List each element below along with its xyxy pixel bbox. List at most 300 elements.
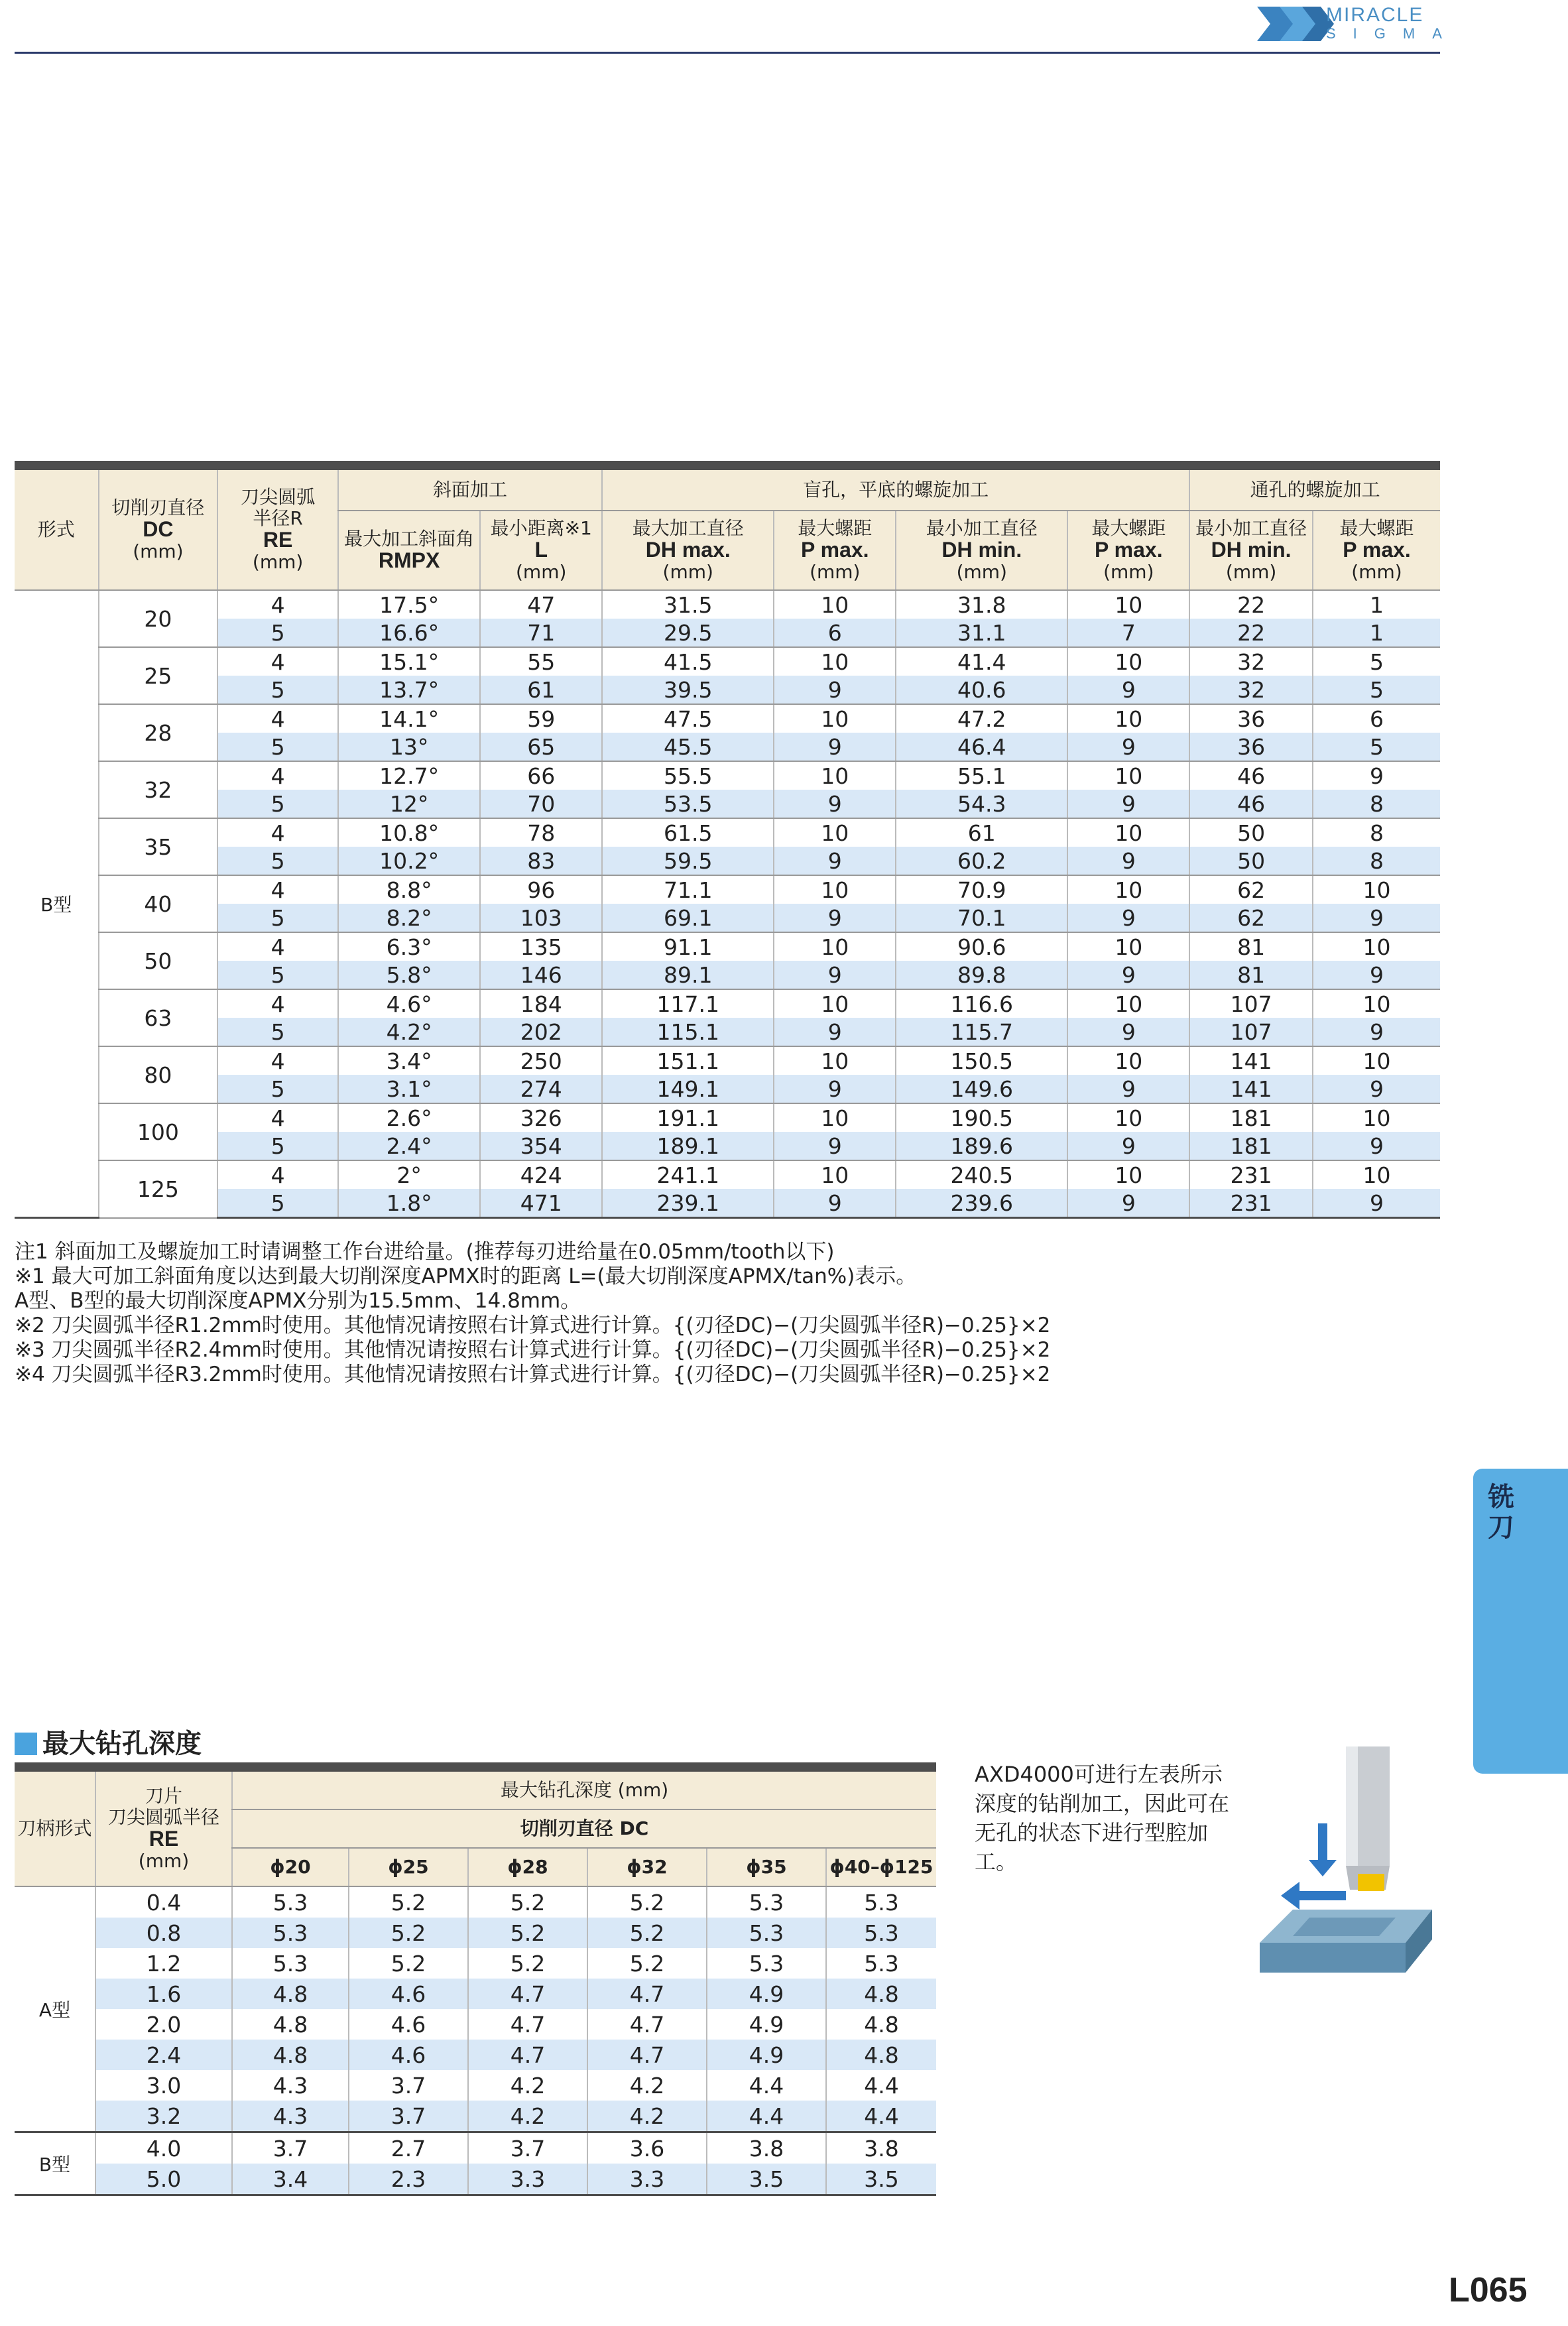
col-pmax3-symbol: P max. [1343,538,1411,562]
drill-description: AXD4000可进行左表所示深度的钻削加工，因此可在无孔的状态下进行型腔加工。 [975,1762,1230,1874]
value-cell: 9 [1313,761,1440,790]
value-cell: 146 [480,961,602,989]
col-diameter-header: ϕ25 [349,1848,468,1886]
value-cell: 45.5 [602,733,774,761]
value-cell: 141 [1189,1075,1313,1103]
page-number: L065 [1449,2271,1528,2309]
col-re-unit: (mm) [252,551,304,573]
value-cell: 5 [217,1075,338,1103]
value-cell: 231 [1189,1189,1313,1218]
value-cell: 10 [774,761,896,790]
value-cell: 5.3 [707,1918,826,1948]
value-cell: 3.7 [349,2101,468,2132]
value-cell: 4.7 [587,2040,707,2070]
dc-cell: 63 [99,989,218,1046]
value-cell: 189.6 [896,1132,1067,1160]
value-cell: 5 [217,1189,338,1218]
value-cell: 9 [774,1018,896,1046]
value-cell: 5.2 [468,1918,587,1948]
value-cell: 0.8 [95,1918,232,1948]
col-form-header: 形式 [15,465,99,590]
value-cell: 5.2 [468,1948,587,1979]
value-cell: 10 [774,704,896,733]
value-cell: 9 [1313,1018,1440,1046]
value-cell: 5 [1313,733,1440,761]
col-l-unit: (mm) [516,561,567,583]
value-cell: 3.5 [826,2164,936,2195]
value-cell: 59.5 [602,847,774,875]
value-cell: 55 [480,647,602,676]
value-cell: 2.3 [349,2164,468,2195]
value-cell: 4.2 [468,2101,587,2132]
drill-depth-table-body [15,1886,936,2195]
value-cell: 55.5 [602,761,774,790]
value-cell: 354 [480,1132,602,1160]
value-cell: 41.5 [602,647,774,676]
value-cell: 4.4 [707,2101,826,2132]
dc-cell: 100 [99,1103,218,1160]
value-cell: 9 [1067,1189,1189,1218]
value-cell: 9 [1313,961,1440,989]
value-cell: 9 [1067,961,1189,989]
value-cell: 32 [1189,676,1313,704]
value-cell: 12° [338,790,480,818]
value-cell: 3.0 [95,2070,232,2101]
col-pmax-unit: (mm) [810,561,861,583]
footnote-line: A型、B型的最大切削深度APMX分别为15.5mm、14.8mm。 [15,1289,581,1313]
section-square-icon [15,1733,37,1755]
value-cell: 69.1 [602,904,774,932]
value-cell: 13° [338,733,480,761]
value-cell: 3.7 [349,2070,468,2101]
drill-depth-table [15,1762,936,2196]
col-rmpx-symbol: RMPX [378,548,440,572]
value-cell: 3.8 [707,2132,826,2164]
footnote-line: 注1 斜面加工及螺旋加工时请调整工作台进给量。(推荐每刃进给量在0.05mm/tooth以下) [15,1240,835,1264]
col-diameter-header: ϕ35 [707,1848,826,1886]
value-cell: 10 [1067,590,1189,619]
table-row [15,2040,936,2070]
value-cell: 54.3 [896,790,1067,818]
col-pmax3-cn: 最大螺距 [1339,517,1414,539]
value-cell: 107 [1189,989,1313,1018]
value-cell: 40.6 [896,676,1067,704]
value-cell: 239.6 [896,1189,1067,1218]
value-cell: 5.0 [95,2164,232,2195]
value-cell: 4.7 [468,2040,587,2070]
footnote-line: ※2 刀尖圆弧半径R1.2mm时使用。其他情况请按照右计算式进行计算。{(刃径DC)−(刀尖圆弧半径R)−0.25}×2 [15,1314,1051,1337]
col-rmpx-cn: 最大加工斜面角 [344,528,475,550]
value-cell: 22 [1189,590,1313,619]
value-cell: 9 [774,733,896,761]
value-cell: 47.5 [602,704,774,733]
footnote-line: ※3 刀尖圆弧半径R2.4mm时使用。其他情况请按照右计算式进行计算。{(刃径DC)−(刀尖圆弧半径R)−0.25}×2 [15,1338,1051,1362]
value-cell: 8 [1313,818,1440,847]
value-cell: 4 [217,761,338,790]
value-cell: 250 [480,1046,602,1075]
value-cell: 3.4 [232,2164,349,2195]
value-cell: 70 [480,790,602,818]
value-cell: 4.8 [232,2009,349,2040]
value-cell: 61 [480,676,602,704]
value-cell: 32 [1189,647,1313,676]
table-row [15,2164,936,2195]
value-cell: 4 [217,704,338,733]
value-cell: 66 [480,761,602,790]
value-cell: 17.5° [338,590,480,619]
table-row [15,932,1440,961]
value-cell: 10 [1313,1160,1440,1189]
value-cell: 62 [1189,904,1313,932]
table-row [15,961,1440,989]
value-cell: 5.3 [232,1918,349,1948]
value-cell: 141 [1189,1046,1313,1075]
value-cell: 10 [774,989,896,1018]
value-cell: 10 [774,590,896,619]
table-row [15,1046,1440,1075]
value-cell: 12.7° [338,761,480,790]
col-dc2-header: 切削刃直径 DC [232,1809,936,1848]
value-cell: 83 [480,847,602,875]
value-cell: 71.1 [602,875,774,904]
value-cell: 181 [1189,1103,1313,1132]
value-cell: 5 [217,1132,338,1160]
value-cell: 71 [480,619,602,647]
value-cell: 3.1° [338,1075,480,1103]
value-cell: 5.2 [349,1918,468,1948]
col-diameter-header: ϕ20 [232,1848,349,1886]
value-cell: 10 [1067,875,1189,904]
value-cell: 91.1 [602,932,774,961]
table-row [15,2132,936,2164]
value-cell: 6 [1313,704,1440,733]
value-cell: 4.2° [338,1018,480,1046]
value-cell: 96 [480,875,602,904]
value-cell: 39.5 [602,676,774,704]
brand-subname: SIGMA [1326,25,1459,42]
table-row [15,1160,1440,1189]
value-cell: 4.8 [826,2040,936,2070]
value-cell: 5.3 [826,1948,936,1979]
value-cell: 9 [1313,904,1440,932]
value-cell: 0.4 [95,1886,232,1918]
value-cell: 81 [1189,961,1313,989]
value-cell: 1.8° [338,1189,480,1218]
dc-cell: 25 [99,647,218,704]
col-re-symbol: RE [263,528,293,552]
value-cell: 5.2 [468,1886,587,1918]
shank-form-cell: B型 [15,2132,95,2195]
value-cell: 47.2 [896,704,1067,733]
value-cell: 9 [774,676,896,704]
value-cell: 4.4 [707,2070,826,2101]
value-cell: 10 [1313,1046,1440,1075]
value-cell: 8 [1313,790,1440,818]
value-cell: 189.1 [602,1132,774,1160]
value-cell: 9 [774,961,896,989]
col-re2-cn2: 刀尖圆弧半径 [107,1806,219,1828]
value-cell: 10 [1067,932,1189,961]
value-cell: 4.2 [468,2070,587,2101]
value-cell: 6 [774,619,896,647]
group-through-header: 通孔的螺旋加工 [1189,465,1440,511]
table-row [15,2070,936,2101]
value-cell: 3.4° [338,1046,480,1075]
group-blind-header: 盲孔，平底的螺旋加工 [602,465,1189,511]
value-cell: 5 [217,676,338,704]
value-cell: 36 [1189,733,1313,761]
col-dc-symbol: DC [143,517,174,541]
value-cell: 9 [774,790,896,818]
value-cell: 5 [1313,676,1440,704]
col-re2-symbol: RE [149,1827,179,1851]
value-cell: 190.5 [896,1103,1067,1132]
table-row [15,1979,936,2009]
value-cell: 5 [217,790,338,818]
value-cell: 5.3 [707,1948,826,1979]
footnotes [15,1240,1050,1387]
value-cell: 4 [217,647,338,676]
section-side-tab[interactable] [1473,1469,1568,1774]
table-row [15,704,1440,733]
value-cell: 2.6° [338,1103,480,1132]
col-dhmin2-symbol: DH min. [1211,538,1292,562]
dc-cell: 80 [99,1046,218,1103]
value-cell: 4 [217,875,338,904]
col-dhmax-unit: (mm) [662,561,713,583]
header-rule [15,52,1440,54]
value-cell: 424 [480,1160,602,1189]
group-ramp-header: 斜面加工 [338,465,602,511]
value-cell: 4.3 [232,2101,349,2132]
value-cell: 3.7 [468,2132,587,2164]
side-tab-label: 铣刀 [1488,1482,1514,1543]
col-pmax2-header [1067,511,1189,590]
col-re-cn: 刀尖圆弧半径R [241,486,316,529]
value-cell: 4.4 [826,2101,936,2132]
value-cell: 70.1 [896,904,1067,932]
value-cell: 4.7 [468,2009,587,2040]
value-cell: 8.8° [338,875,480,904]
shank-form-cell: A型 [15,1886,95,2132]
col-pmax-symbol: P max. [800,538,869,562]
value-cell: 10 [774,932,896,961]
value-cell: 5 [217,733,338,761]
value-cell: 103 [480,904,602,932]
value-cell: 5.3 [232,1948,349,1979]
ramping-table-body [15,590,1440,1218]
table-row [15,1948,936,1979]
value-cell: 3.5 [707,2164,826,2195]
value-cell: 46 [1189,790,1313,818]
value-cell: 9 [1067,1075,1189,1103]
value-cell: 326 [480,1103,602,1132]
table-row [15,733,1440,761]
col-dhmin-symbol: DH min. [941,538,1022,562]
value-cell: 115.1 [602,1018,774,1046]
value-cell: 10 [1067,761,1189,790]
value-cell: 10 [1067,647,1189,676]
value-cell: 10 [774,818,896,847]
value-cell: 10 [774,647,896,676]
col-dhmax-symbol: DH max. [645,538,731,562]
value-cell: 1 [1313,619,1440,647]
value-cell: 90.6 [896,932,1067,961]
value-cell: 116.6 [896,989,1067,1018]
value-cell: 3.7 [232,2132,349,2164]
value-cell: 4 [217,818,338,847]
value-cell: 9 [1067,1018,1189,1046]
value-cell: 184 [480,989,602,1018]
value-cell: 10 [1313,989,1440,1018]
value-cell: 239.1 [602,1189,774,1218]
value-cell: 2.7 [349,2132,468,2164]
col-re2-header [95,1767,232,1886]
value-cell: 8.2° [338,904,480,932]
value-cell: 10 [1067,1103,1189,1132]
value-cell: 22 [1189,619,1313,647]
value-cell: 3.2 [95,2101,232,2132]
value-cell: 53.5 [602,790,774,818]
value-cell: 240.5 [896,1160,1067,1189]
value-cell: 2.4° [338,1132,480,1160]
value-cell: 10 [1067,1046,1189,1075]
value-cell: 1 [1313,590,1440,619]
col-pmax2-unit: (mm) [1103,561,1154,583]
dc-cell: 40 [99,875,218,932]
table-row [15,1189,1440,1218]
value-cell: 5.3 [826,1886,936,1918]
col-re2-unit: (mm) [138,1850,190,1872]
brand-name: MIRACLE [1326,4,1424,26]
value-cell: 9 [1067,733,1189,761]
value-cell: 4.2 [587,2101,707,2132]
value-cell: 4.8 [232,2040,349,2070]
value-cell: 15.1° [338,647,480,676]
col-diameter-header: ϕ32 [587,1848,707,1886]
value-cell: 5.3 [707,1886,826,1918]
value-cell: 65 [480,733,602,761]
table-row [15,989,1440,1018]
value-cell: 5 [217,1018,338,1046]
value-cell: 59 [480,704,602,733]
value-cell: 4.9 [707,2040,826,2070]
ramping-helical-table [15,461,1440,1219]
value-cell: 5 [1313,647,1440,676]
value-cell: 5 [217,961,338,989]
dc-cell: 32 [99,761,218,818]
value-cell: 10 [1067,704,1189,733]
value-cell: 4.8 [232,1979,349,2009]
value-cell: 14.1° [338,704,480,733]
value-cell: 13.7° [338,676,480,704]
table-row [15,904,1440,932]
value-cell: 4.8 [826,2009,936,2040]
dc-cell: 125 [99,1160,218,1218]
value-cell: 149.6 [896,1075,1067,1103]
table-row [15,676,1440,704]
value-cell: 135 [480,932,602,961]
value-cell: 2° [338,1160,480,1189]
table-row [15,2101,936,2132]
col-dhmin-unit: (mm) [956,561,1007,583]
value-cell: 4 [217,989,338,1018]
value-cell: 117.1 [602,989,774,1018]
value-cell: 5 [217,619,338,647]
value-cell: 60.2 [896,847,1067,875]
value-cell: 10 [774,1103,896,1132]
col-dc-cn: 切削刃直径 [111,497,205,519]
value-cell: 4.6° [338,989,480,1018]
value-cell: 9 [774,1132,896,1160]
value-cell: 1.2 [95,1948,232,1979]
value-cell: 9 [1067,1132,1189,1160]
value-cell: 10 [774,1046,896,1075]
drill-depth-section-title [15,1723,202,1760]
col-dhmin2-cn: 最小加工直径 [1195,517,1307,539]
value-cell: 9 [774,847,896,875]
value-cell: 10 [774,875,896,904]
dc-cell: 50 [99,932,218,989]
value-cell: 4.8 [826,1979,936,2009]
value-cell: 89.8 [896,961,1067,989]
col-l-symbol: L [534,538,548,562]
table-row [15,1918,936,1948]
value-cell: 81 [1189,932,1313,961]
value-cell: 9 [774,1189,896,1218]
value-cell: 31.8 [896,590,1067,619]
value-cell: 4.3 [232,2070,349,2101]
value-cell: 3.3 [468,2164,587,2195]
table-row [15,790,1440,818]
col-re-header [217,465,338,590]
value-cell: 115.7 [896,1018,1067,1046]
value-cell: 5.2 [587,1918,707,1948]
value-cell: 10 [1313,875,1440,904]
value-cell: 4 [217,1103,338,1132]
value-cell: 10 [774,1160,896,1189]
value-cell: 471 [480,1189,602,1218]
value-cell: 2.0 [95,2009,232,2040]
value-cell: 61 [896,818,1067,847]
dc-cell: 35 [99,818,218,875]
col-dhmin-header [896,511,1067,590]
value-cell: 62 [1189,875,1313,904]
value-cell: 9 [1067,847,1189,875]
table-row [15,1075,1440,1103]
value-cell: 5.2 [587,1886,707,1918]
dc-cell: 28 [99,704,218,761]
value-cell: 10 [1313,1103,1440,1132]
col-dhmin-cn: 最小加工直径 [926,517,1038,539]
col-dhmax-header [602,511,774,590]
cavity-machining-illustration-icon [1246,1744,1445,1983]
value-cell: 5.2 [587,1948,707,1979]
col-dhmin2-unit: (mm) [1225,561,1277,583]
table-row [15,1103,1440,1132]
value-cell: 3.6 [587,2132,707,2164]
value-cell: 241.1 [602,1160,774,1189]
col-pmax2-symbol: P max. [1095,538,1163,562]
col-re2-cn1: 刀片 [145,1785,182,1807]
value-cell: 4.9 [707,1979,826,2009]
value-cell: 5.8° [338,961,480,989]
col-depth-header: 最大钻孔深度 (mm) [232,1767,936,1809]
value-cell: 3.3 [587,2164,707,2195]
value-cell: 10 [1313,932,1440,961]
table-row [15,1886,936,1918]
value-cell: 9 [1067,676,1189,704]
